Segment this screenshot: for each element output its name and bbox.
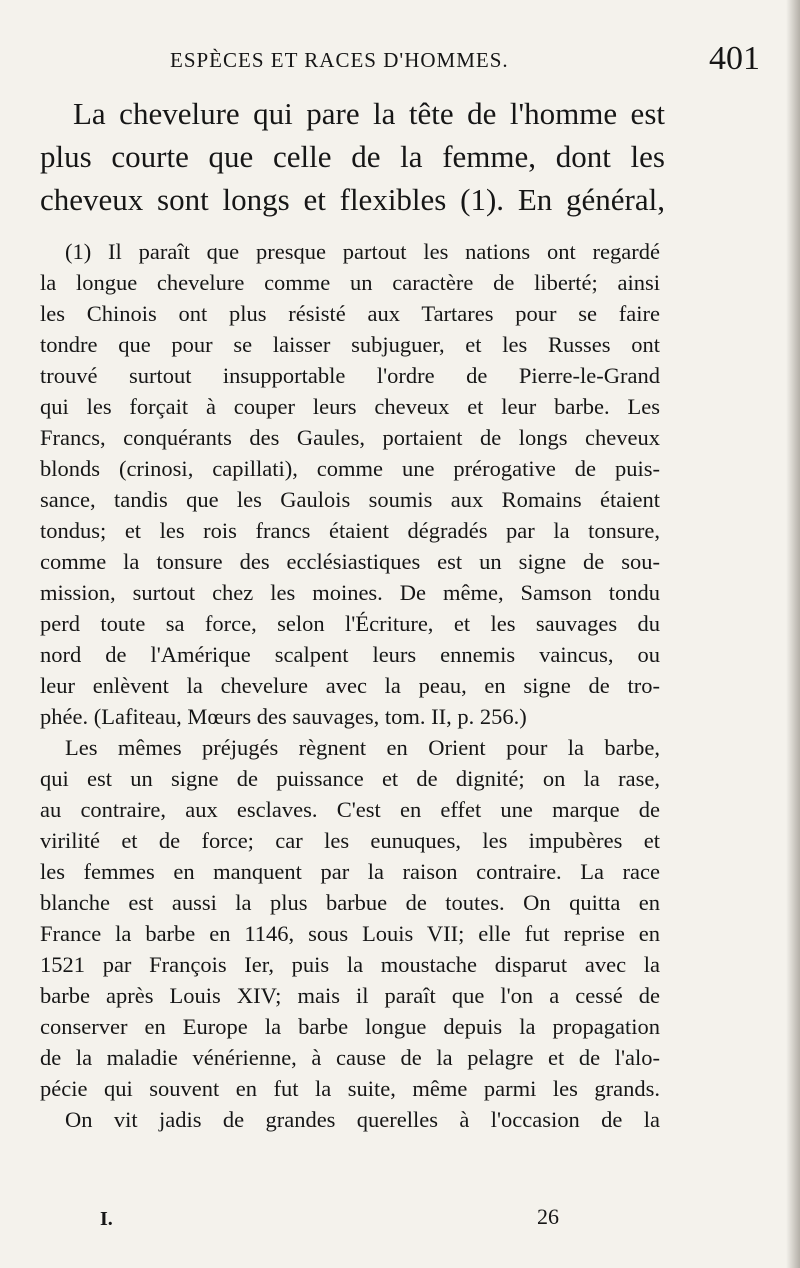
- footnote-line: Les mêmes préjugés règnent en Orient pour la barbe,: [65, 735, 660, 760]
- main-text: [40, 92, 665, 221]
- footnote-line: nord de l'Amérique scalpent leurs ennemis vaincus, ou: [40, 642, 660, 667]
- footnote-line: phée. (Lafiteau, Mœurs des sauvages, tom. II, p. 256.): [40, 704, 527, 729]
- text-line: La chevelure qui pare la tête de l'homme est: [73, 96, 665, 131]
- footnote: [40, 236, 660, 1135]
- footnote-line: qui les forçait à couper leurs cheveux et leur barbe. Les: [40, 394, 660, 419]
- footnote-line: la longue chevelure comme un caractère de liberté; ainsi: [40, 270, 660, 295]
- running-title: ESPÈCES ET RACES D'HOMMES.: [170, 48, 509, 72]
- page-footer: [40, 1196, 660, 1236]
- footnote-line: tondre que pour se laisser subjuguer, et les Russes ont: [40, 332, 660, 357]
- footnote-line: blanche est aussi la plus barbue de toutes. On quitta en: [40, 890, 660, 915]
- footnote-line: perd toute sa force, selon l'Écriture, et les sauvages du: [40, 611, 660, 636]
- footnote-line: France la barbe en 1146, sous Louis VII; elle fut reprise en: [40, 921, 660, 946]
- footnote-line: les femmes en manquent par la raison contraire. La race: [40, 859, 660, 884]
- footnote-line: mission, surtout chez les moines. De même, Samson tondu: [40, 580, 660, 605]
- footnote-line: sance, tandis que les Gaulois soumis aux Romains étaient: [40, 487, 660, 512]
- text-line: plus courte que celle de la femme, dont les: [40, 139, 665, 174]
- footnote-line: les Chinois ont plus résisté aux Tartares pour se faire: [40, 301, 660, 326]
- footnote-line: au contraire, aux esclaves. C'est en effet une marque de: [40, 797, 660, 822]
- footnote-line: Francs, conquérants des Gaules, portaient de longs cheveux: [40, 425, 660, 450]
- footnote-line: de la maladie vénérienne, à cause de la pelagre et de l'alo-: [40, 1045, 660, 1070]
- footnote-line: virilité et de force; car les eunuques, les impubères et: [40, 828, 660, 853]
- footnote-line: conserver en Europe la barbe longue depuis la propagation: [40, 1014, 660, 1039]
- footnote-line: On vit jadis de grandes querelles à l'occasion de la: [65, 1107, 660, 1132]
- signature-number: 26: [537, 1204, 559, 1229]
- signature-mark: I.: [100, 1208, 113, 1230]
- footnote-line: tondus; et les rois francs étaient dégradés par la tonsure,: [40, 518, 660, 543]
- footnote-line: barbe après Louis XIV; mais il paraît que l'on a cessé de: [40, 983, 660, 1008]
- footnote-line: qui est un signe de puissance et de dignité; on la rase,: [40, 766, 660, 791]
- text-line: cheveux sont longs et flexibles (1). En général,: [40, 182, 665, 217]
- footnote-line: 1521 par François Ier, puis la moustache disparut avec la: [40, 952, 660, 977]
- footnote-line: trouvé surtout insupportable l'ordre de Pierre-le-Grand: [40, 363, 660, 388]
- footnote-line: comme la tonsure des ecclésiastiques est un signe de sou-: [40, 549, 660, 574]
- page-edge-shadow: [786, 0, 800, 1268]
- footnote-line: leur enlèvent la chevelure avec la peau, en signe de tro-: [40, 673, 660, 698]
- page-header: [40, 40, 760, 84]
- footnote-line: blonds (crinosi, capillati), comme une prérogative de puis-: [40, 456, 660, 481]
- page-number: 401: [709, 40, 760, 77]
- footnote-line: pécie qui souvent en fut la suite, même parmi les grands.: [40, 1076, 660, 1101]
- footnote-line: (1) Il paraît que presque partout les nations ont regardé: [65, 239, 660, 264]
